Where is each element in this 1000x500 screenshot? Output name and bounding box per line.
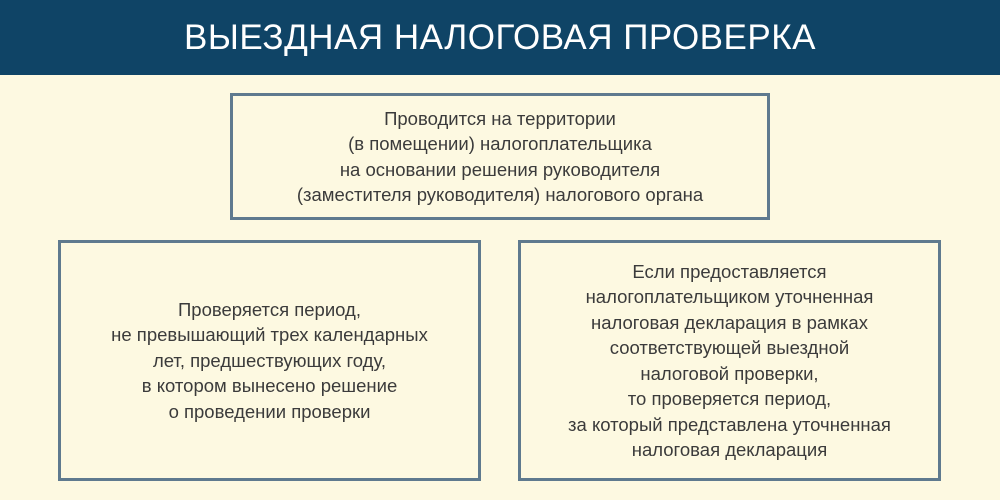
location-line-4: (заместителя руководителя) налогового органа [296, 184, 704, 205]
period-line-5: о проведении проверки [168, 400, 371, 422]
period-line-3: лет, предшествующих году, [152, 349, 387, 371]
amended-declaration-text [568, 259, 891, 463]
period-line-2: не превышающий трех календарных [111, 324, 428, 346]
period-line-1: Проверяется период, [178, 298, 361, 320]
period-text [111, 297, 428, 425]
location-line-2: (в помещении) налогоплательщика [348, 133, 652, 154]
amended-line-2: налогоплательщиком уточненная [585, 286, 874, 307]
location-box [230, 93, 770, 220]
amended-line-7: за который представлена уточненная [568, 413, 891, 435]
amended-line-3: налоговая декларация в рамках [591, 311, 868, 333]
page-title: ВЫЕЗДНАЯ НАЛОГОВАЯ ПРОВЕРКА [184, 17, 816, 57]
location-line-3: на основании решения руководителя [339, 158, 661, 180]
location-text [297, 106, 703, 208]
amended-declaration-box [518, 240, 941, 481]
period-line-4: в котором вынесено решение [141, 375, 398, 397]
amended-line-1: Если предоставляется [632, 260, 827, 282]
amended-line-8: налоговая декларация [631, 439, 828, 460]
amended-line-5: налоговой проверки, [640, 362, 819, 384]
period-box [58, 240, 481, 481]
amended-line-4: соответствующей выездной [609, 337, 850, 358]
header-banner [0, 0, 1000, 75]
location-line-1: Проводится на территории [384, 107, 616, 129]
amended-line-6: то проверяется период, [627, 388, 832, 409]
